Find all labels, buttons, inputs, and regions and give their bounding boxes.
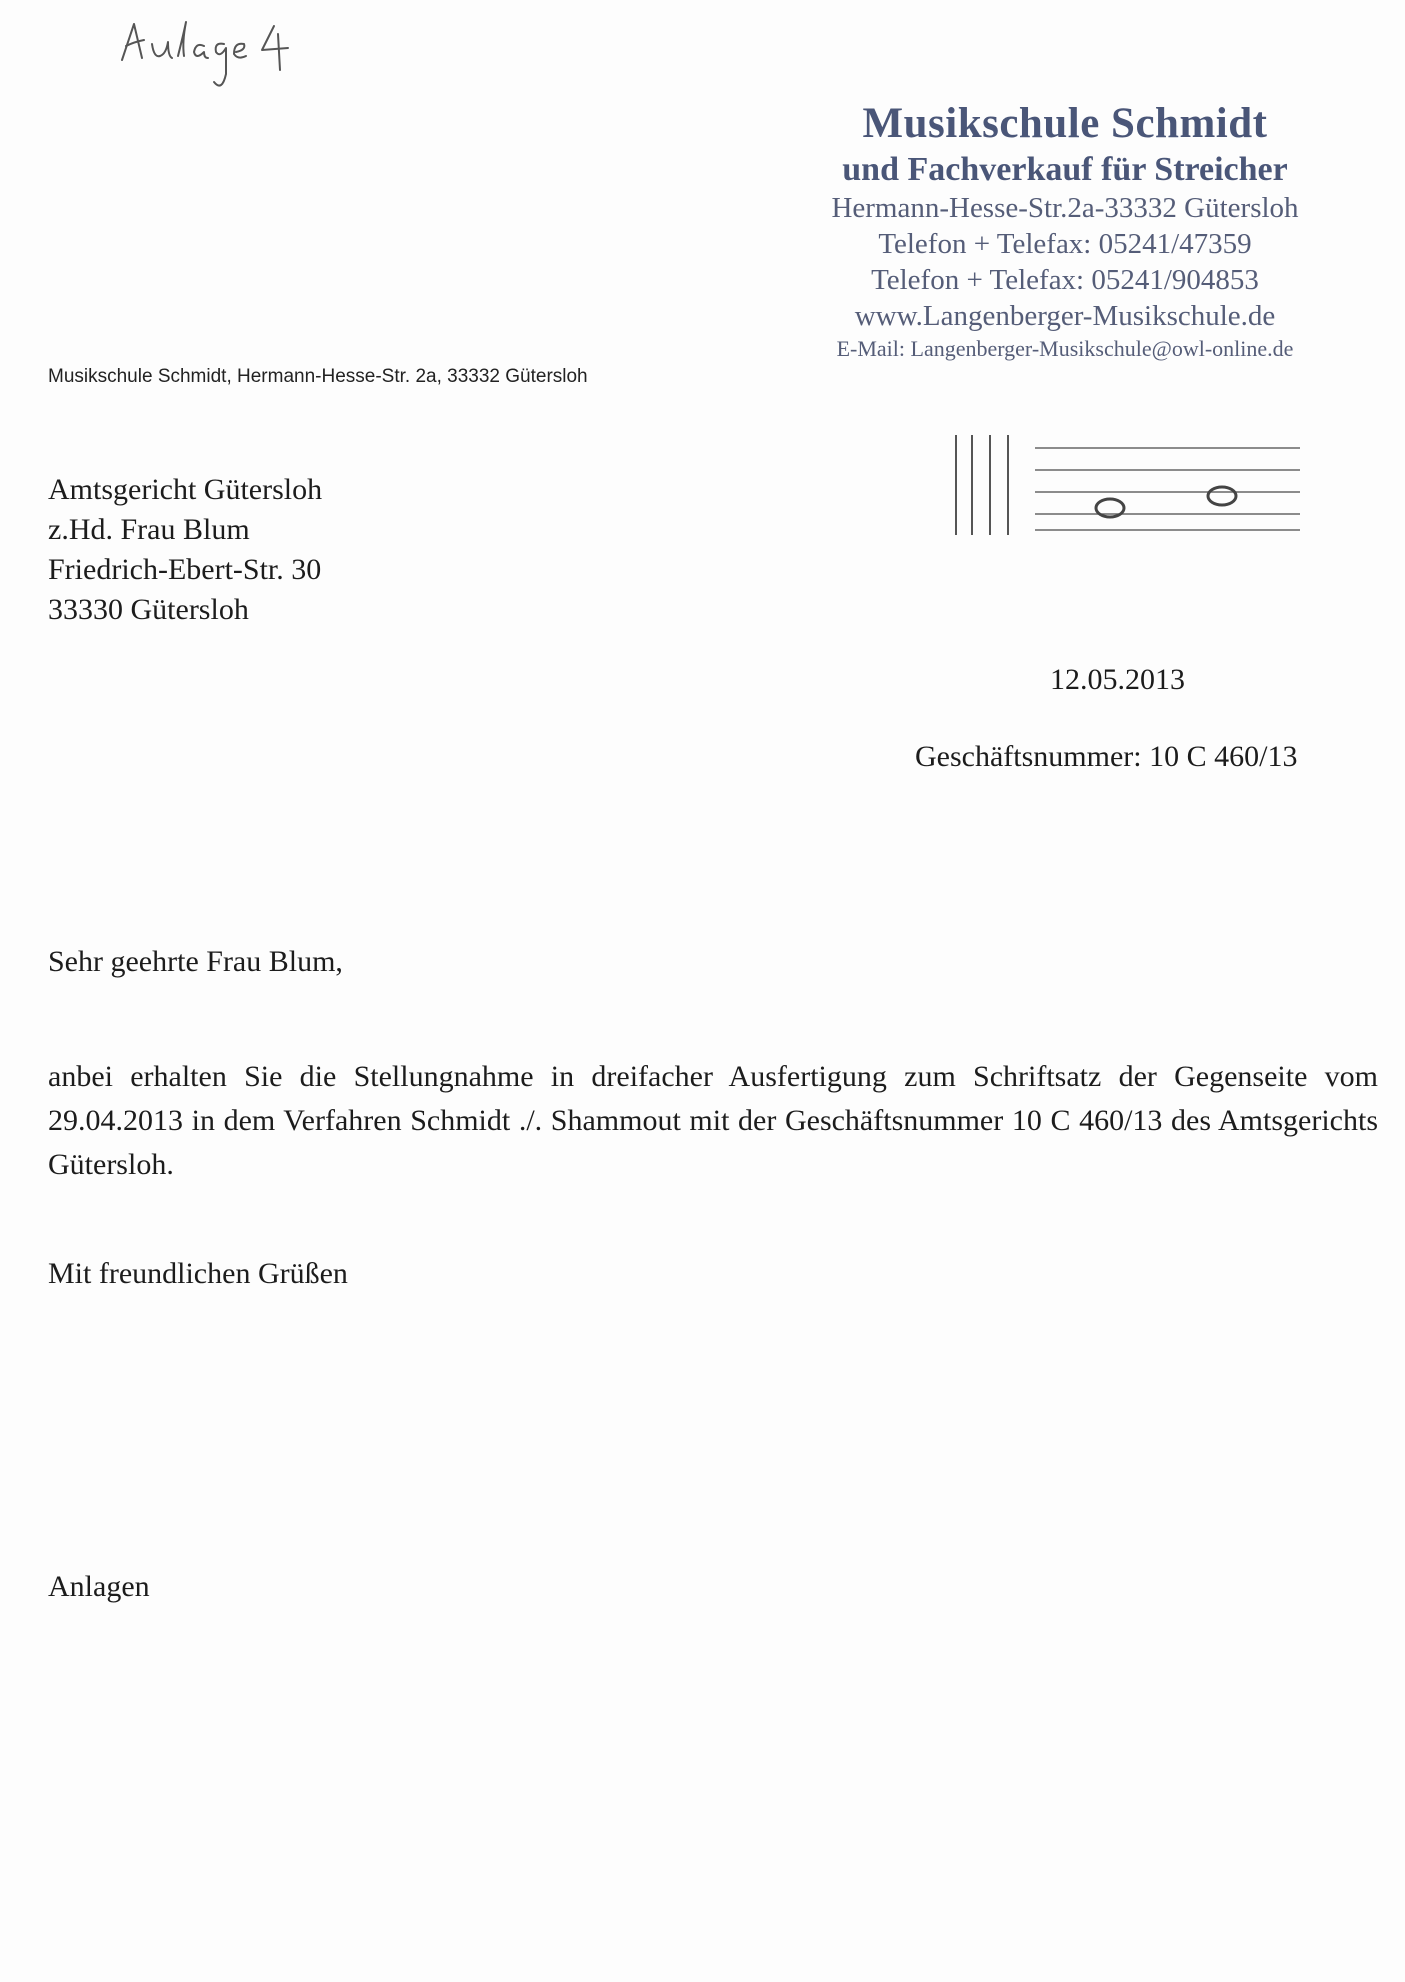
recipient-line: Amtsgericht Gütersloh — [48, 473, 323, 506]
case-reference: Geschäftsnummer: 10 C 460/13 — [915, 740, 1298, 773]
sender-return-address: Musikschule Schmidt, Hermann-Hesse-Str. 2a, 33332 Gütersloh — [48, 366, 588, 387]
school-subtitle: und Fachverkauf für Streicher — [842, 151, 1288, 188]
music-staff-logo-icon — [950, 430, 1310, 540]
letter-date: 12.05.2013 — [1050, 663, 1185, 696]
school-email: E-Mail: Langenberger-Musikschule@owl-online.de — [836, 336, 1294, 361]
school-phone-1: Telefon + Telefax: 05241/47359 — [878, 228, 1252, 260]
school-website: www.Langenberger-Musikschule.de — [854, 300, 1276, 332]
letterhead — [755, 100, 1375, 364]
salutation: Sehr geehrte Frau Blum, — [48, 945, 343, 978]
letter-body: anbei erhalten Sie die Stellungnahme in dreifacher Ausfertigung zum Schriftsatz der Gegenseite vom 29.04.2013 in dem Verfahren Schmidt ./. Shammout mit der Geschäftsnummer 10 C 460/13 des Amtsgerichts Gütersloh. — [48, 1060, 1378, 1181]
school-name: Musikschule Schmidt — [862, 100, 1268, 147]
attachments-note: Anlagen — [48, 1570, 150, 1603]
school-address: Hermann-Hesse-Str.2a-33332 Gütersloh — [831, 192, 1299, 224]
recipient-address — [48, 470, 322, 630]
closing: Mit freundlichen Grüßen — [48, 1257, 348, 1290]
recipient-line: z.Hd. Frau Blum — [48, 513, 250, 546]
recipient-line: 33330 Gütersloh — [48, 593, 249, 626]
recipient-line: Friedrich-Ebert-Str. 30 — [48, 553, 322, 586]
handwritten-annotation — [112, 12, 352, 102]
school-phone-2: Telefon + Telefax: 05241/904853 — [871, 264, 1259, 296]
